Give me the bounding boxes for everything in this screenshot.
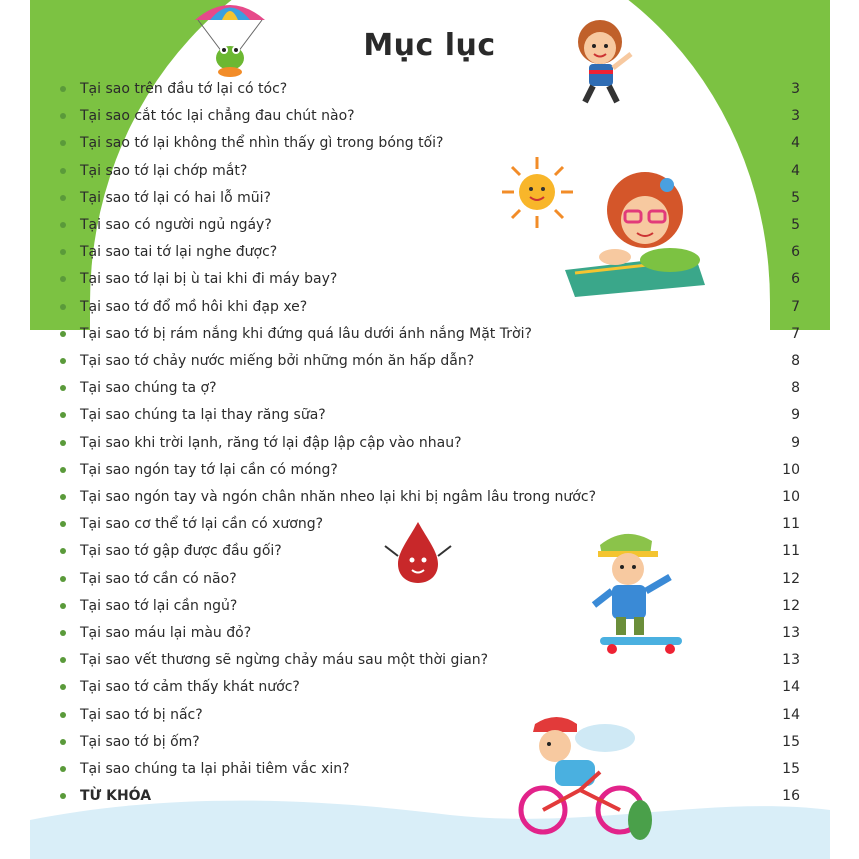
toc-entry-label: Tại sao tớ gập được đầu gối? bbox=[80, 543, 282, 560]
toc-entry-label: Tại sao tớ bị rám nắng khi đứng quá lâu dưới ánh nắng Mặt Trời? bbox=[80, 325, 532, 342]
toc-entry-page-number: 8 bbox=[791, 353, 800, 369]
toc-entry-label: Tại sao chúng ta lại thay răng sữa? bbox=[80, 407, 326, 424]
toc-entry[interactable] bbox=[60, 704, 800, 726]
toc-entry[interactable] bbox=[60, 404, 800, 426]
bullet-icon bbox=[60, 113, 66, 119]
bullet-icon bbox=[60, 385, 66, 391]
toc-entry-label: Tại sao có người ngủ ngáy? bbox=[80, 217, 272, 233]
toc-entry-label: Tại sao tai tớ lại nghe được? bbox=[80, 244, 278, 261]
toc-entry-page-number: 10 bbox=[782, 489, 800, 505]
toc-entry-label: Tại sao tớ lại chớp mắt? bbox=[80, 162, 248, 179]
toc-entry-page-number: 4 bbox=[791, 135, 800, 152]
toc-entry[interactable] bbox=[60, 459, 800, 481]
bullet-icon bbox=[60, 793, 66, 799]
bullet-icon bbox=[60, 467, 66, 473]
toc-entry-page-number: 7 bbox=[791, 298, 800, 315]
toc-entry[interactable] bbox=[60, 731, 800, 753]
bullet-icon bbox=[60, 548, 66, 554]
toc-entry-label: TỪ KHÓA bbox=[80, 788, 152, 805]
bullet-icon bbox=[60, 276, 66, 282]
bullet-icon bbox=[60, 412, 66, 418]
toc-entry-page-number: 12 bbox=[782, 570, 800, 587]
toc-entry-label: Tại sao tớ bị ốm? bbox=[80, 733, 200, 750]
toc-entry-page-number: 11 bbox=[782, 516, 800, 533]
toc-entry-page-number: 13 bbox=[782, 652, 800, 669]
bullet-icon bbox=[60, 331, 66, 337]
toc-entry-label: Tại sao chúng ta ợ? bbox=[80, 380, 217, 397]
bullet-icon bbox=[60, 222, 66, 228]
cycling-boy-illustration bbox=[505, 710, 655, 840]
toc-entry-page-number: 5 bbox=[791, 189, 800, 206]
toc-entry-page-number: 14 bbox=[782, 706, 800, 723]
toc-entry[interactable] bbox=[60, 486, 800, 508]
bullet-icon bbox=[60, 249, 66, 255]
bullet-icon bbox=[60, 576, 66, 582]
toc-entry-page-number: 13 bbox=[782, 625, 800, 641]
bullet-icon bbox=[60, 739, 66, 745]
toc-entry-page-number: 6 bbox=[791, 271, 800, 288]
toc-entry-label: Tại sao ngón tay và ngón chân nhăn nheo lại khi bị ngâm lâu trong nước? bbox=[80, 489, 596, 505]
parachute-frog-illustration bbox=[190, 0, 270, 80]
bullet-icon bbox=[60, 630, 66, 636]
toc-entry-page-number: 5 bbox=[791, 217, 800, 233]
toc-entry-label: Tại sao ngón tay tớ lại cần có móng? bbox=[80, 461, 338, 478]
bullet-icon bbox=[60, 168, 66, 174]
bullet-icon bbox=[60, 358, 66, 364]
toc-entry-label: Tại sao tớ lại có hai lỗ mũi? bbox=[80, 189, 271, 206]
toc-entry-label: Tại sao tớ lại không thể nhìn thấy gì trong bóng tối? bbox=[80, 135, 444, 152]
toc-entry-label: Tại sao khi trời lạnh, răng tớ lại đập lập cập vào nhau? bbox=[80, 434, 462, 451]
toc-entry[interactable] bbox=[60, 432, 800, 454]
toc-entry[interactable] bbox=[60, 323, 800, 345]
toc-entry-label: Tại sao vết thương sẽ ngừng chảy máu sau một thời gian? bbox=[80, 652, 489, 669]
toc-entry-page-number: 15 bbox=[782, 761, 800, 777]
toc-entry-label: Tại sao cơ thể tớ lại cần có xương? bbox=[80, 516, 324, 533]
toc-entry[interactable] bbox=[60, 132, 800, 154]
toc-entry-page-number: 9 bbox=[791, 407, 800, 424]
bullet-icon bbox=[60, 494, 66, 500]
blood-drop-illustration bbox=[383, 520, 453, 585]
waving-boy-illustration bbox=[565, 14, 645, 109]
toc-entry[interactable] bbox=[60, 758, 800, 780]
toc-entry-label: Tại sao trên đầu tớ lại có tóc? bbox=[80, 81, 288, 97]
bullet-icon bbox=[60, 603, 66, 609]
girl-on-mat-illustration bbox=[555, 165, 715, 300]
toc-entry-label: Tại sao cắt tóc lại chẳng đau chút nào? bbox=[80, 108, 355, 125]
toc-keywords-entry[interactable] bbox=[60, 785, 800, 807]
toc-entry-page-number: 10 bbox=[782, 461, 800, 478]
toc-entry-page-number: 4 bbox=[791, 162, 800, 179]
toc-entry-page-number: 16 bbox=[782, 788, 800, 805]
toc-entry-page-number: 15 bbox=[782, 733, 800, 750]
toc-entry-label: Tại sao tớ đổ mồ hôi khi đạp xe? bbox=[80, 298, 308, 315]
toc-entry-label: Tại sao chúng ta lại phải tiêm vắc xin? bbox=[80, 761, 350, 777]
bullet-icon bbox=[60, 766, 66, 772]
toc-entry-label: Tại sao tớ lại bị ù tai khi đi máy bay? bbox=[80, 271, 338, 288]
toc-entry-page-number: 14 bbox=[782, 679, 800, 696]
toc-entry-label: Tại sao tớ bị nấc? bbox=[80, 706, 203, 723]
toc-entry-page-number: 8 bbox=[791, 380, 800, 397]
bullet-icon bbox=[60, 195, 66, 201]
toc-entry[interactable] bbox=[60, 105, 800, 127]
bullet-icon bbox=[60, 521, 66, 527]
bullet-icon bbox=[60, 304, 66, 310]
toc-entry-page-number: 9 bbox=[791, 434, 800, 451]
bullet-icon bbox=[60, 86, 66, 92]
toc-entry-page-number: 6 bbox=[791, 244, 800, 261]
toc-entry-label: Tại sao tớ lại cần ngủ? bbox=[80, 597, 238, 614]
toc-entry[interactable] bbox=[60, 78, 800, 100]
bullet-icon bbox=[60, 440, 66, 446]
toc-entry[interactable] bbox=[60, 377, 800, 399]
skateboard-boy-illustration bbox=[590, 525, 690, 660]
toc-entry[interactable] bbox=[60, 676, 800, 698]
page-title: Mục lục bbox=[363, 28, 496, 63]
toc-entry-page-number: 3 bbox=[791, 108, 800, 125]
bullet-icon bbox=[60, 657, 66, 663]
toc-entry-page-number: 11 bbox=[782, 543, 800, 560]
toc-entry-page-number: 7 bbox=[791, 325, 800, 342]
toc-entry-page-number: 3 bbox=[791, 81, 800, 97]
bullet-icon bbox=[60, 140, 66, 146]
bullet-icon bbox=[60, 684, 66, 690]
toc-entry-label: Tại sao tớ cần có não? bbox=[80, 570, 237, 587]
toc-entry-page-number: 12 bbox=[782, 597, 800, 614]
toc-entry-label: Tại sao tớ chảy nước miếng bởi những món ăn hấp dẫn? bbox=[80, 353, 475, 369]
toc-entry[interactable] bbox=[60, 350, 800, 372]
toc-entry-label: Tại sao tớ cảm thấy khát nước? bbox=[80, 679, 300, 696]
toc-entry-label: Tại sao máu lại màu đỏ? bbox=[80, 625, 252, 641]
bullet-icon bbox=[60, 712, 66, 718]
